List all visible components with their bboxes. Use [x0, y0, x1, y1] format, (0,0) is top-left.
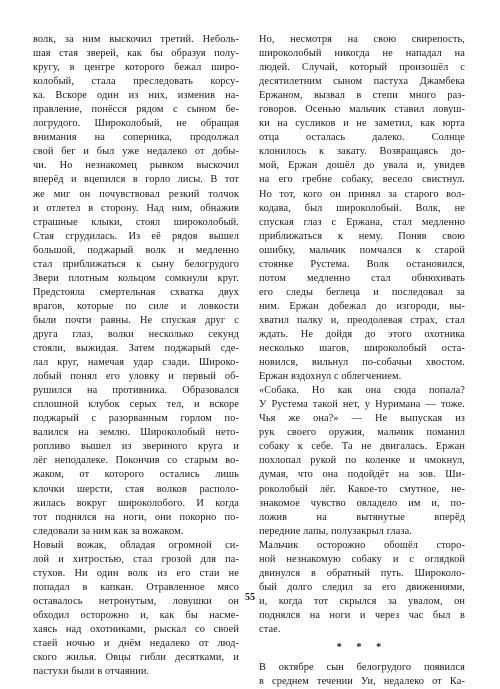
text-line: обходил осторожно и, как бы насме- [33, 609, 239, 621]
text-line: бый долго следил за его движениями, [259, 581, 465, 593]
text-line: на его гребне собаку, весело свистнул. [259, 174, 465, 186]
right-column [259, 33, 465, 689]
text-line: ной незнакомую собаку и с оглядкой [259, 553, 465, 565]
page-number: 55 [245, 592, 255, 603]
text-line: приближаться к нему. Поняв свою [259, 230, 465, 242]
text-line: колобый, стала преследовать корсу- [33, 76, 239, 88]
text-line: Стая сгрудилась. Из её рядов вышел [33, 230, 239, 242]
text-line: и, когда тот скрылся за увалом, он [259, 595, 465, 607]
text-line: ского жилья. Овцы гибли десятками, и [33, 652, 239, 664]
text-line: страшные клыки, стоял широколобый. [33, 216, 239, 228]
text-line: рук своего оружия, мальчик поманил [259, 427, 465, 439]
text-line: шая стая зверей, как бы образуя полу- [33, 48, 239, 60]
text-line: ним. Ержан добежал до изгороди, вы- [259, 300, 465, 312]
text-line: его следы беглеца и последовал за [259, 286, 465, 298]
text-line: свой бег и был уже недалеко от добы- [33, 146, 239, 158]
text-line: лёг неподалеке. Покончив со старым во- [33, 455, 239, 467]
text-line: же миг он почувствовал резкий толчок [33, 188, 239, 200]
text-line: десятилетним сыном пастуха Джамбека [259, 76, 465, 88]
text-line: потом медленно стал обнюхивать [259, 272, 465, 284]
text-line: попадал в капкан. Отравленное мясо [33, 581, 239, 593]
text-line: ждать. Не дойдя до этого охотника [259, 328, 465, 340]
text-line: Новый вожак, обладая огромной си- [33, 539, 239, 551]
text-line: тот поднялся на ноги, они покорно по- [33, 511, 239, 523]
text-line: стухов. Ни один волк из его стаи не [33, 567, 239, 579]
text-line: хватил палку и, преодолевая страх, стал [259, 314, 465, 326]
text-line: мой, Ержан дошёл до увала и, увидев [259, 160, 465, 172]
text-line: отца осталась далеко. Солнце [259, 132, 465, 144]
text-line: лал круг, намечая удар сзади. Широко- [33, 357, 239, 369]
text-line: В октябре сын белогрудого появился [259, 662, 465, 674]
text-line: Чья же она?» — Не выпуская из [259, 413, 465, 425]
text-line: широколобый никогда не нападал на [259, 48, 465, 60]
text-line: хаясь над охотниками, рыскал со своей [33, 623, 239, 635]
text-line: рушился на противника. Образовался [33, 385, 239, 397]
text-line: Ержаном, вызвал в степи много раз- [259, 90, 465, 102]
left-column [33, 33, 239, 679]
text-line: Но тот, кого он принял за старого вол- [259, 188, 465, 200]
text-line: спуская глаз с Ержана, стал медленно [259, 216, 465, 228]
text-line: клочки шерсти, стая волков располо- [33, 483, 239, 495]
text-line: ка. Вскоре один из них, изменив на- [33, 90, 239, 102]
text-line: правление, понёсся рядом с сыном бе- [33, 104, 239, 116]
text-line: жилась вокруг широколобого. И когда [33, 497, 239, 509]
text-line: волк, за ним выскочил третий. Неболь- [33, 34, 239, 45]
text-line: лой и хитростью, стал грозой для па- [33, 553, 239, 565]
text-line: Ержан вздохнул с облегчением. [259, 371, 402, 383]
text-line: клонилось к закату. Возвращаясь до- [259, 146, 465, 158]
text-line: знакомое чувство овладело им и, по- [259, 497, 465, 509]
text-line: внимания на соперника, продолжал [33, 132, 239, 144]
text-line: стояли, выжидая. Затем поджарый сде- [33, 343, 239, 355]
text-line: людей. Случай, который произошёл с [259, 62, 465, 74]
text-line: несколько шагов, широколобый оста- [259, 343, 465, 355]
text-line: стаей ночью и днём недалеко от люд- [33, 638, 239, 650]
text-line: в среднем течении Уи, недалеко от Ка- [259, 676, 465, 688]
text-line: ки на сусликов и не заметил, как юрта [259, 118, 465, 130]
text-line: «Собака. Но как она сюда попала? [259, 385, 465, 397]
text-line: У Рустема такой нет, у Нуримана — тоже. [259, 399, 465, 411]
text-line: были почти равны. Не спуская друг с [33, 314, 239, 326]
text-line: друга глаз, волки несколько секунд [33, 328, 239, 340]
text-line: ропливо вышел из звериного круга и [33, 441, 239, 453]
text-line: чи. Но незнакомец рывком выскочил [33, 160, 239, 172]
text-line: стоянке Рустема. Волк остановился, [259, 258, 465, 270]
text-line: кругу, в центре которого бежал широ- [33, 62, 239, 74]
text-line: Мальчик осторожно обошёл сторо- [259, 539, 465, 551]
text-line: стал приближаться к сыну белогрудого [33, 258, 239, 270]
text-line: похлопал рукой по коленке и чмокнул, [259, 455, 465, 467]
text-line: поджарый с разорванным горлом по- [33, 413, 239, 425]
text-line: жаком, от которого остались лишь [33, 469, 239, 481]
text-line: лобый понял его уловку и первый об- [33, 371, 239, 383]
text-line: думая, что она подойдёт на зов. Ши- [259, 469, 465, 481]
text-line: собаку к себе. Та не двигалась. Ержан [259, 441, 465, 453]
text-line: роколобый лёг. Какое-то смутное, не- [259, 483, 465, 495]
text-line: двинулся в обратный путь. Широколо- [259, 567, 465, 579]
text-line: большой, поджарый волк и медленно [33, 244, 239, 256]
text-line: поднялся на ноги и через час был в [259, 609, 465, 621]
text-line: логрудого. Широколобый, не обращая [33, 118, 239, 130]
text-line: ошибку, мальчик помчался к старой [259, 244, 465, 256]
text-line: стае. [259, 623, 281, 635]
text-line: врагов, которые по силе и ловкости [33, 300, 239, 312]
text-line: сплошной клубок серых тел, и вскоре [33, 399, 239, 411]
section-separator: * * * [336, 642, 388, 654]
text-line: Звери плотным кольцом сомкнули круг. [33, 272, 239, 284]
text-line: новился, вильнул по-собачьи хвостом. [259, 357, 465, 369]
text-line: вперёд и вцепился в горло лисы. В тот [33, 174, 239, 186]
text-line: ложив на вытянутые вперёд [259, 511, 465, 523]
text-line: и отлетел в сторону. Над ним, обнажив [33, 202, 239, 214]
text-line: валился на землю. Широколобый нето- [33, 427, 239, 439]
text-line: говоров. Осенью мальчик ставил ловуш- [259, 104, 465, 116]
text-line: Предстояла смертельная схватка двух [33, 286, 239, 298]
text-line: кодава, был широколобый. Волк, не [259, 202, 465, 214]
text-line: Но, несмотря на свою свирепость, [259, 34, 465, 45]
text-line: передние лапы, полузакрыл глаза. [259, 525, 412, 537]
text-line: следовали за ним как за вожаком. [33, 525, 184, 537]
text-line: пастухи были в отчаянии. [33, 666, 150, 678]
text-line: оставалось нетронутым, ловушки он [33, 595, 239, 607]
